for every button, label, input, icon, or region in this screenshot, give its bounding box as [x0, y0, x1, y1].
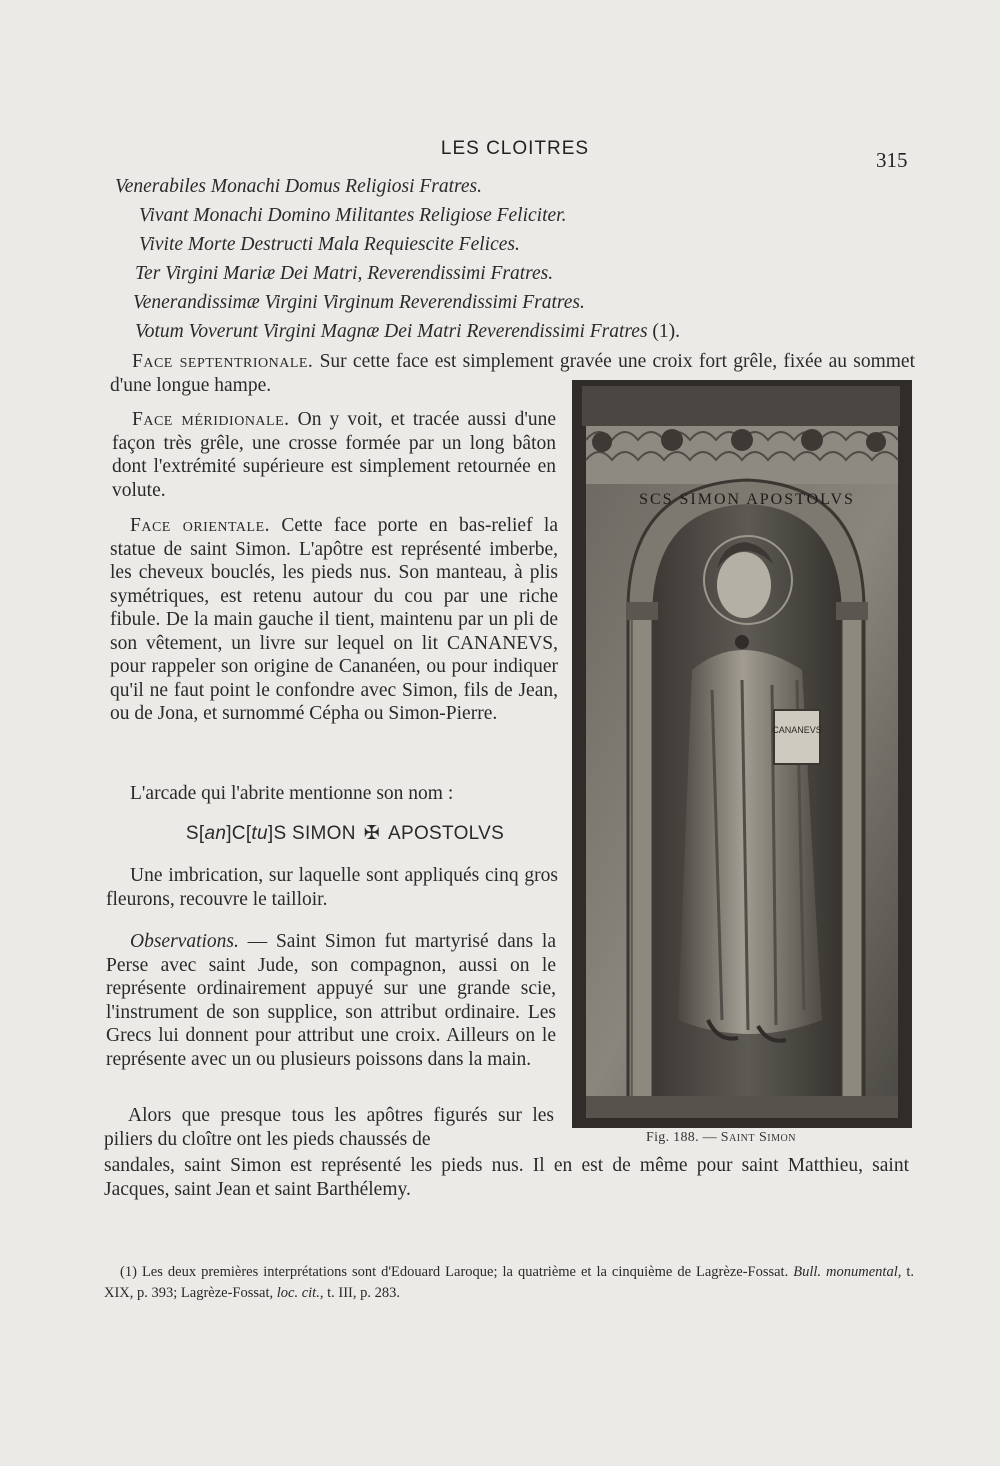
footnote-text: Les deux premières interprétations sont d'Edouard Laroque; la quatrième et la cinquième de Lagrèze-Fossat.	[141, 1264, 789, 1280]
inscription-fragment: an	[204, 823, 227, 844]
inscription-fragment: APOSTOLVS	[388, 823, 505, 844]
paragraph-observations	[106, 930, 556, 1071]
inscription-line: Venerabiles Monachi Domus Religiosi Fratres.	[115, 176, 483, 197]
page-title: LES CLOITRES	[440, 138, 590, 159]
paragraph-text: On y voit, et tracée aussi d'une façon très grêle, une crosse formée par un long bâton dont l'extrémité supérieure est simplement retournée en volute.	[112, 409, 556, 501]
section-heading: Face orientale.	[130, 515, 271, 536]
inscription-fragment: ]C[	[226, 823, 252, 844]
paragraph-arcade	[130, 782, 560, 806]
paragraph-alors-part2	[104, 1154, 909, 1201]
footnote-text: t. XIX, p. 393; Lagrèze-Fossat,	[104, 1264, 915, 1301]
paragraph-face-meridionale	[112, 408, 556, 502]
footnote-ref: (1).	[652, 321, 681, 342]
paragraph-face-orientale	[110, 514, 558, 726]
book-text: CANANEVS	[772, 725, 822, 735]
figure-saint-simon	[572, 380, 912, 1128]
inscription-text: Votum Voverunt Virgini Magnæ Dei Matri Reverendissimi Fratres	[135, 321, 648, 342]
inscription-line: Vivite Morte Destructi Mala Requiescite Felices.	[139, 234, 520, 255]
page-number: 315	[876, 148, 908, 172]
footnote-citation: Bull. monumental,	[793, 1264, 902, 1280]
inscription-fragment: ]S SIMON	[267, 823, 356, 844]
section-heading: Face septentrionale.	[132, 351, 314, 372]
paragraph-text: L'arcade qui l'abrite mentionne son nom :	[130, 783, 454, 804]
section-heading: Observations.	[130, 931, 239, 952]
paragraph-imbrication	[106, 864, 558, 911]
relief-image	[572, 380, 912, 1128]
paragraph-text: Sur cette face est simplement gravée une croix fort grêle, fixée au sommet d'une longue hampe.	[110, 351, 916, 396]
figure-caption	[646, 1130, 846, 1146]
paragraph-text: — Saint Simon fut martyrisé dans la Perse avec saint Jude, son compagnon, aussi on le représente ordinairement appuyé sur une grande scie, l'instrument de son supplice, son attribut ordinaire. Les Grecs lui donnent pour attribut une croix. Ailleurs on le représente avec un ou plusieurs poissons dans la main.	[106, 931, 557, 1070]
cross-icon: ✠	[363, 823, 381, 844]
inscription-name	[130, 822, 560, 845]
paragraph-text: Une imbrication, sur laquelle sont appliqués cinq gros fleurons, recouvre le tailloir.	[106, 865, 558, 910]
paragraph-alors-part1	[104, 1104, 554, 1151]
inscription-list	[115, 172, 915, 346]
footnote-text: t. III, p. 283.	[327, 1285, 400, 1301]
paragraph-text: Cette face porte en bas-relief la statue de saint Simon. L'apôtre est représenté imberbe, les cheveux bouclés, les pieds nus. Son manteau, à plis symétriques, est retenu autour du cou par une riche fibule. De la main gauche il tient, maintenu par un pli de son vêtement, un livre sur lequel on lit CANANEVS, pour rappeler son origine de Cananéen, ou pour indiquer qu'il ne faut point le confondre avec Simon, fils de Jean, ou de Jona, et surnommé Cépha ou Simon-Pierre.	[110, 515, 559, 724]
inscription-line: Venerandissimæ Virgini Virginum Reverendissimi Fratres.	[133, 292, 585, 313]
caption-title: Saint Simon	[720, 1130, 796, 1145]
paragraph-text: Alors que presque tous les apôtres figurés sur les piliers du cloître ont les pieds chaussés de	[104, 1105, 554, 1150]
inscription-line	[115, 317, 915, 346]
footnote	[104, 1262, 914, 1304]
footnote-marker: (1)	[120, 1264, 137, 1280]
inscription-fragment: S[	[185, 823, 205, 844]
footnote-citation: loc. cit.,	[276, 1285, 324, 1301]
paragraph-text: sandales, saint Simon est représenté les pieds nus. Il en est de même pour saint Matthieu, saint Jacques, saint Jean et saint Barthélemy.	[104, 1155, 909, 1200]
inscription-line: Vivant Monachi Domino Militantes Religiose Feliciter.	[139, 205, 567, 226]
inscription-line: Ter Virgini Mariæ Dei Matri, Reverendissimi Fratres.	[135, 263, 554, 284]
caption-fig-number: Fig. 188. —	[646, 1130, 717, 1145]
section-heading: Face méridionale.	[132, 409, 290, 430]
arch-inscription: SCS SIMON APOSTOLVS	[639, 491, 855, 508]
inscription-fragment: tu	[251, 823, 268, 844]
